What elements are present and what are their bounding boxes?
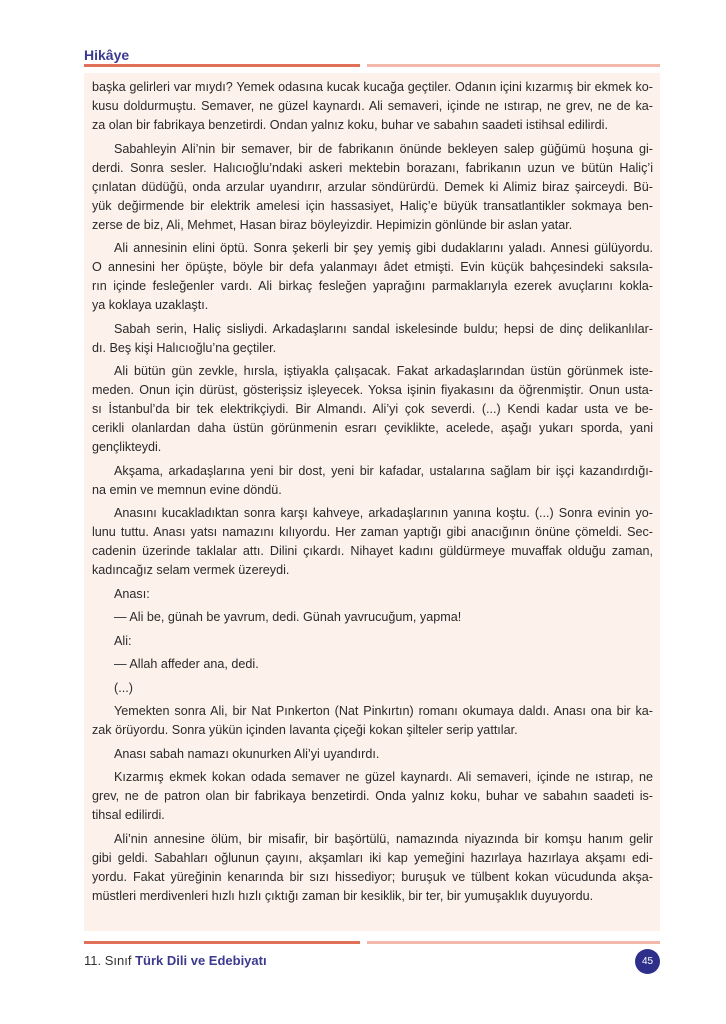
text-line: Anası sabah namazı okunurken Ali’yi uyandırdı. — [114, 746, 380, 761]
grade-label: 11. Sınıf — [84, 953, 132, 968]
text-line: çınlatan düdüğü, onda arzular uyandırır, arzular söndürürdü. Demek ki Alimiz biraz şairceydi. Bü- — [92, 179, 653, 194]
text-line: — Allah affeder ana, dedi. — [114, 657, 259, 671]
page-number-badge: 45 — [635, 949, 660, 974]
text-line-row — [92, 258, 653, 277]
text-line-row — [92, 542, 653, 561]
text-line-row — [92, 632, 653, 651]
paragraph — [92, 608, 653, 627]
text-line-row — [92, 768, 653, 787]
text-line-row — [92, 787, 653, 806]
footer-rule-left — [84, 941, 360, 944]
text-line: kusu doldurmuştu. Semaver, ne güzel kaynardı. Ali semaveri, içinde ne ıstırap, ne grev, ne de ka- — [92, 99, 653, 113]
text-line-row — [92, 239, 653, 258]
text-line: yük değirmende bir elektrik amelesi için hassasiyet, Haliç’e büyük transatlantikler sokmaya ben- — [92, 198, 653, 213]
text-line: Ali annesinin elini öptü. Sonra şekerli bir şey yemiş gibi dudaklarını yaladı. Annesi gülüyordu. — [114, 241, 653, 255]
text-line-row — [92, 140, 653, 159]
text-line-row — [92, 462, 653, 481]
text-line-row — [92, 178, 653, 197]
paragraph — [92, 239, 653, 315]
paragraph — [92, 655, 653, 674]
text-line: O annesini her öpüşte, böyle bir defa yalanmayı âdet etmişti. Evin küçük bahçesindeki saksıla- — [92, 260, 653, 274]
text-line: Anasını kucakladıktan sonra karşı kahveye, arkadaşlarının yanına koştu. (...) Sonra evinin yo- — [114, 506, 653, 520]
header-rule-left — [84, 64, 360, 67]
text-line: Sabah serin, Haliç sisliydi. Arkadaşlarını sandal iskelesinde buldu; hepsi de dinç delikanlılar- — [114, 321, 653, 336]
text-line-row — [92, 679, 653, 698]
text-line: na emin ve memnun evine döndü. — [92, 482, 282, 497]
paragraph — [92, 702, 653, 740]
section-title: Hikâye — [84, 47, 130, 63]
text-line: za olan bir fabrikaya benzetirdi. Ondan yalnız koku, buhar ve sabahın saadeti istihsal edilirdi. — [92, 118, 608, 132]
text-line-row — [92, 745, 653, 764]
text-line-row — [92, 197, 653, 216]
text-line-row — [92, 78, 653, 97]
text-line-row — [92, 481, 653, 500]
text-line-row — [92, 721, 653, 740]
text-line-row — [92, 419, 653, 438]
paragraph — [92, 504, 653, 580]
paragraph — [92, 362, 653, 457]
course-title: Türk Dili ve Edebiyatı — [135, 953, 267, 968]
header-rule-right — [367, 64, 660, 67]
text-line-row — [92, 116, 653, 135]
text-line: Ali: — [114, 633, 132, 648]
paragraph — [92, 320, 653, 358]
text-line-row — [92, 339, 653, 358]
text-line: yordu. Fakat yüreğinin kenarında bir sızı hissediyor; buruşuk ve tülbent kokan vücudunda akşa- — [92, 869, 653, 884]
text-line: gençlikteydi. — [92, 440, 162, 454]
text-line: Ali bütün gün zevkle, hırsla, iştiyakla çalışacak. Fakat arkadaşlarından üstün görünmek iste- — [114, 364, 653, 378]
paragraph — [92, 140, 653, 235]
text-line: zerse de biz, Ali, Mehmet, Hasan biraz böyleyizdir. Hepimizin gönlünde bir aslan yatar. — [92, 217, 573, 232]
story-text — [92, 78, 653, 910]
text-line-row — [92, 159, 653, 178]
text-line-row — [92, 655, 653, 674]
text-line-row — [92, 585, 653, 604]
text-line-row — [92, 97, 653, 116]
text-line-row — [92, 887, 653, 906]
text-line: Yemekten sonra Ali, bir Nat Pınkerton (Nat Pinkırtın) romanı okumaya daldı. Anası ona bir ka- — [114, 704, 653, 718]
text-line: — Ali be, günah be yavrum, dedi. Günah yavrucuğum, yapma! — [114, 610, 462, 624]
text-line: dı. Beş kişi Halıcıoğlu’na geçtiler. — [92, 340, 277, 355]
text-line: ya koklaya uzaklaştı. — [92, 298, 209, 312]
text-line: Kızarmış ekmek kokan odada semaver ne güzel kaynardı. Ali semaveri, içinde ne ıstırap, ne — [114, 770, 653, 784]
text-line-row — [92, 830, 653, 849]
text-line-row — [92, 868, 653, 887]
paragraph — [92, 78, 653, 135]
paragraph — [92, 768, 653, 825]
text-line: tihsal edilirdi. — [92, 808, 165, 822]
text-line: müstleri merdivenleri hızlı hızlı çıktığı zaman bir kesiklik, bir ter, bir yumuşaklık duyuyordu. — [92, 888, 594, 903]
text-line: derdi. Sonra sesler. Halıcıoğlu’ndaki askeri mektebin borazanı, fabrikanın uzun ve bütün Haliç’i — [92, 160, 653, 175]
text-line-row — [92, 561, 653, 580]
text-line: cerikli olanlardan daha üstün görünmenin esrarı çeviklikte, acelede, aşağı yukarı sporda, yani — [92, 421, 653, 435]
text-line: Akşama, arkadaşlarına yeni bir dost, yeni bir kafadar, ustalarına sağlam bir işçi kazandırdığı- — [114, 463, 653, 478]
text-line-row — [92, 216, 653, 235]
text-line: Ali’nin annesine ölüm, bir misafir, bir başörtülü, namazında niyazında bir komşu hanım gelir — [114, 831, 653, 846]
text-line-row — [92, 849, 653, 868]
text-line: cadenin üzerinde taklalar attı. Dilini çıkardı. Nihayet kadını güldürmeye muvaffak olduğu zaman, — [92, 544, 653, 558]
text-line: gibi geldi. Sabahları oğlunun çayını, akşamları iki kap yemeğini hazırlaya hazırlaya akşamı edi- — [92, 850, 653, 865]
paragraph — [92, 830, 653, 906]
paragraph — [92, 679, 653, 698]
text-line: sı İstanbul’da bir tek elektrikçiydi. Bir Almandı. Ali’yi çok severdi. (...) Kendi kadar usta ve be- — [92, 402, 653, 416]
text-line-row — [92, 400, 653, 419]
text-line-row — [92, 362, 653, 381]
text-line-row — [92, 504, 653, 523]
text-line: Anası: — [114, 586, 150, 601]
paragraph — [92, 462, 653, 500]
text-line: grev, ne de patron olan bir fabrikaya benzetirdi. Onda yalnız koku, buhar ve sabahın saadeti is- — [92, 789, 653, 803]
text-line-row — [92, 277, 653, 296]
text-line-row — [92, 806, 653, 825]
text-line: rın içinde fesleğenler vardı. Ali birkaç fesleğen yaprağını parmaklarıyla ezerek avuçlarını kokla- — [92, 279, 653, 293]
text-line: kadıncağız selam vermek üzereydi. — [92, 563, 290, 577]
text-line-row — [92, 438, 653, 457]
footer-label — [84, 953, 267, 968]
text-line-row — [92, 608, 653, 627]
text-line: (...) — [114, 680, 133, 695]
paragraph — [92, 632, 653, 651]
text-line-row — [92, 702, 653, 721]
text-line-row — [92, 320, 653, 339]
text-line: zak örüyordu. Sonra yükün içinden lavanta çiçeği kokan şilteler serip yattılar. — [92, 723, 518, 737]
text-line-row — [92, 296, 653, 315]
text-line-row — [92, 381, 653, 400]
text-line: lunu tuttu. Anası yatsı namazını kılıyordu. Her zaman yaptığı gibi anacığının önüne çömeldi. Sec- — [92, 525, 653, 539]
text-line: başka gelirleri var mıydı? Yemek odasına kucak kucağa geçtiler. Odanın içini kızarmış bir ekmek ko- — [92, 80, 653, 94]
paragraph — [92, 745, 653, 764]
paragraph — [92, 585, 653, 604]
text-line-row — [92, 523, 653, 542]
text-line: Sabahleyin Ali’nin bir semaver, bir de fabrikanın önünde bekleyen salep güğümü hoşuna gi- — [114, 141, 653, 156]
text-line: meden. Onun için dürüst, gösterişsiz işleyecek. Yoksa işinin fiyakasını da öğrenmiştir. Onun usta- — [92, 383, 653, 397]
footer-rule-right — [367, 941, 660, 944]
